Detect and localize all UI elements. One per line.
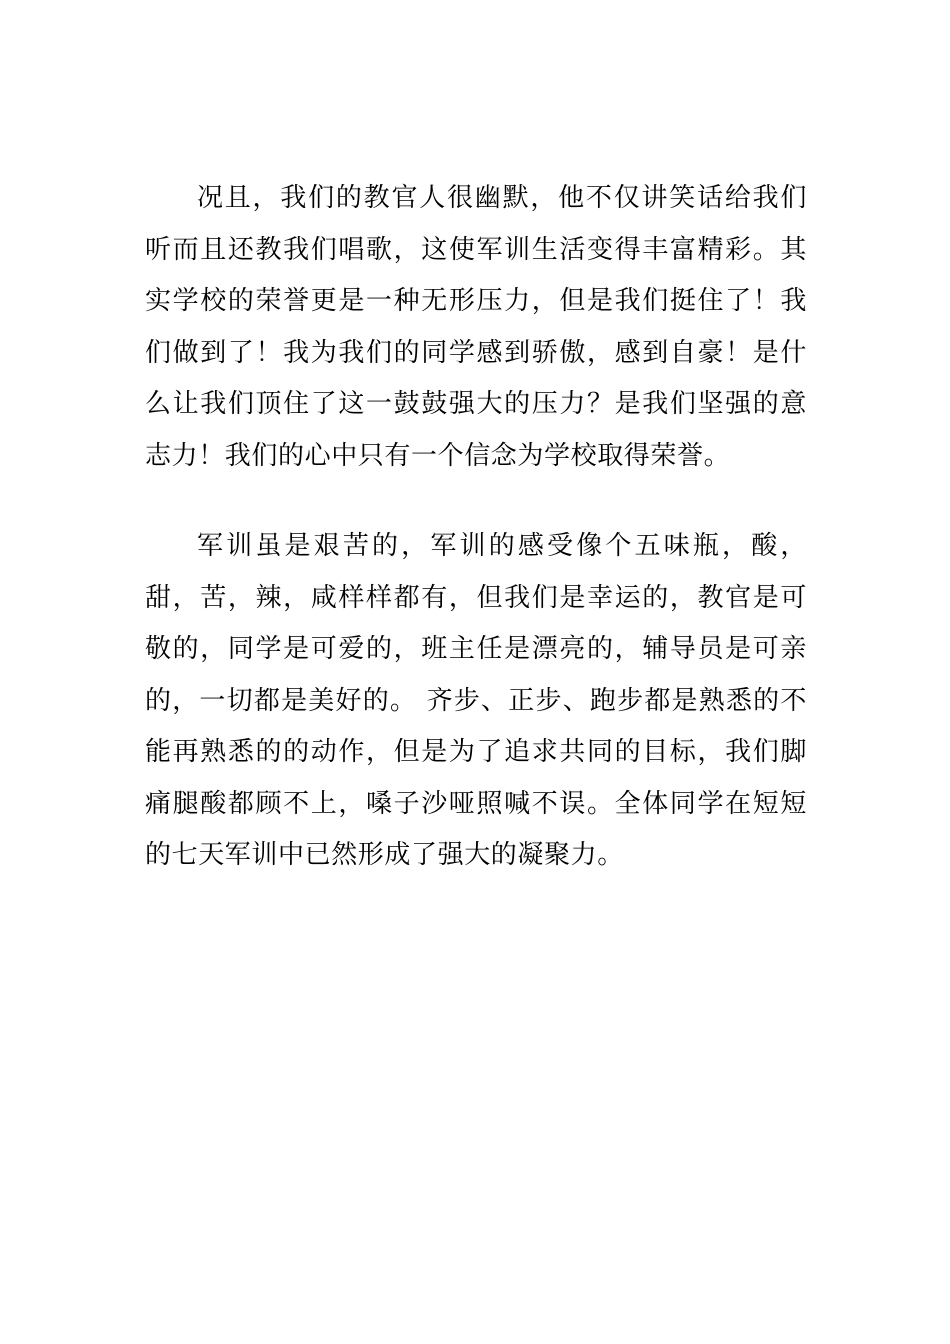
paragraph-1: 况且，我们的教官人很幽默，他不仅讲笑话给我们听而且还教我们唱歌，这使军训生活变得丰富精彩。其实学校的荣誉更是一种无形压力，但是我们挺住了！我们做到了！我为我们的同学感到骄傲，感到自豪！是什么让我们顶住了这一鼓鼓强大的压力？是我们坚强的意志力！我们的心中只有一个信念为学校取得荣誉。 [145, 183, 807, 471]
paragraph-2: 军训虽是艰苦的，军训的感受像个五味瓶，酸，甜，苦，辣，咸样样都有，但我们是幸运的，教官是可敬的，同学是可爱的，班主任是漂亮的，辅导员是可亲的，一切都是美好的。 齐步、正步、跑步都是熟悉的不能再熟悉的的动作，但是为了追求共同的目标，我们脚痛腿酸都顾不上，嗓子沙哑照喊不误。全体同学在短短的七天军训中已然形成了强大的凝聚力。 [145, 531, 807, 870]
